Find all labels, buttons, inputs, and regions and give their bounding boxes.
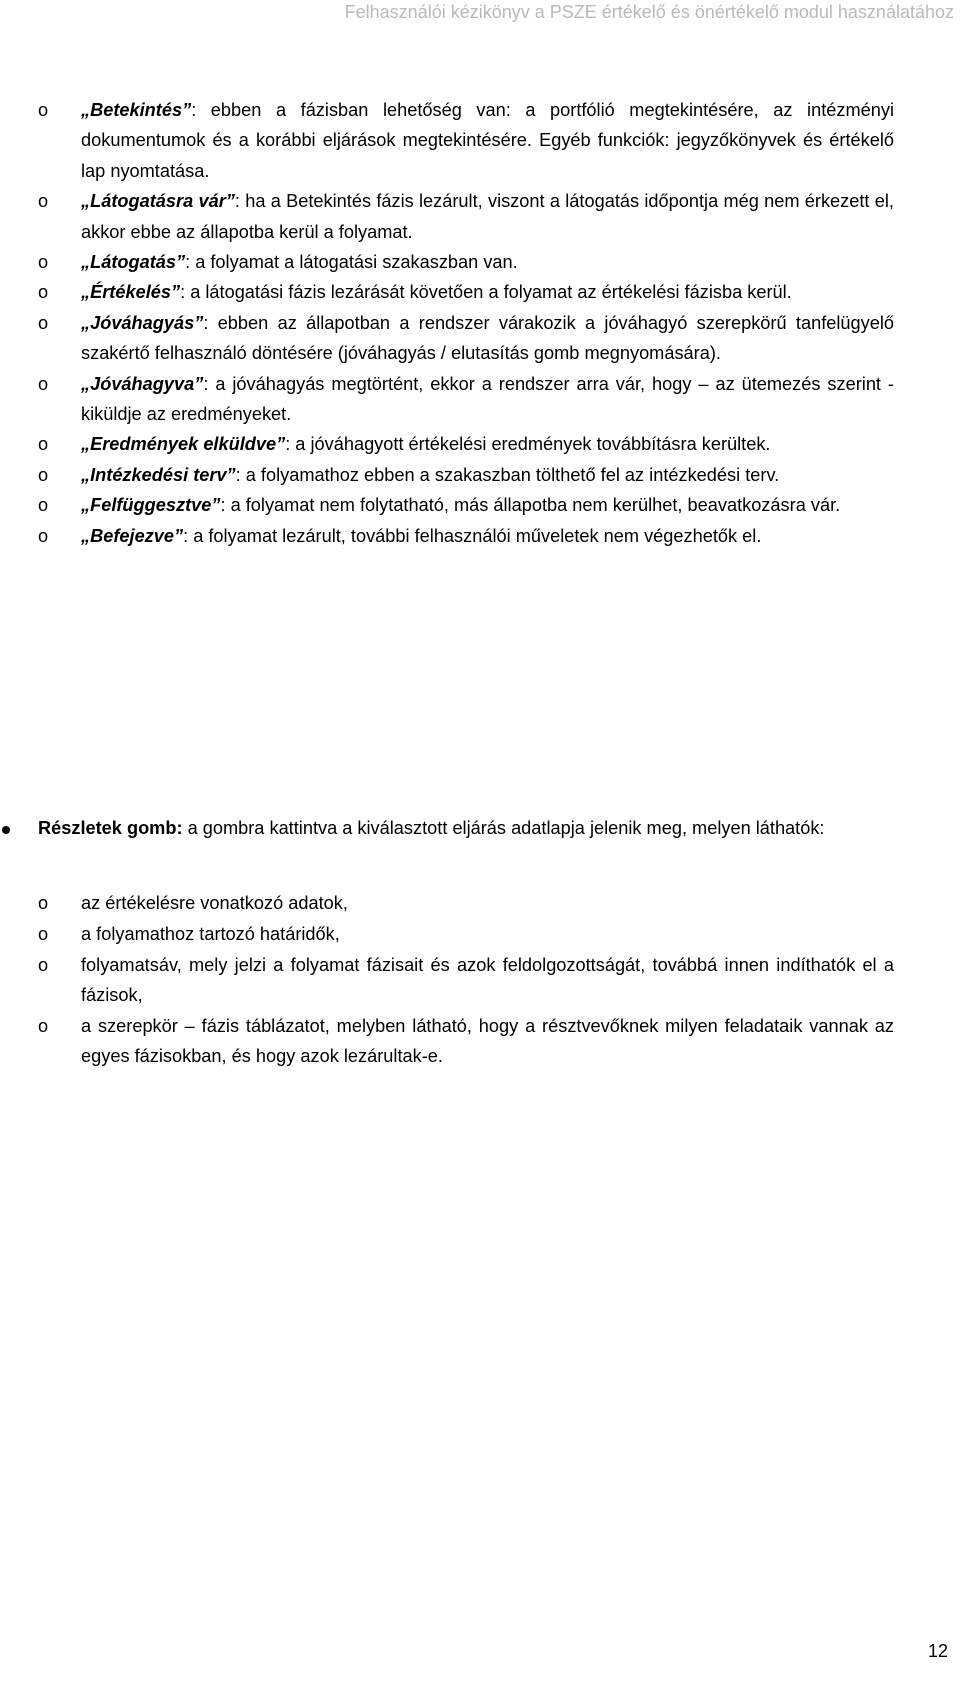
bullet-o: o [38,252,49,273]
list-item [0,888,960,918]
list-item [0,460,960,490]
list-item [0,95,960,186]
running-header: Felhasználói kézikönyv a PSZE értékelő és önértékelő modul használatához [344,2,954,22]
bullet-o: o [38,191,49,212]
status-text: : a jóváhagyott értékelési eredmények továbbításra kerültek. [285,434,771,455]
bullet-o: o [38,924,49,945]
bullet-o: o [38,100,49,120]
status-term: „Intézkedési terv” [81,464,236,485]
list-item [0,369,960,430]
list-item [0,277,960,307]
details-lead: Részletek gomb: [38,818,183,838]
list-item [0,490,960,520]
status-text: : a folyamathoz ebben a szakaszban tölthető fel az intézkedési terv. [235,464,780,485]
details-text [0,813,960,843]
details-paragraph [0,813,960,843]
status-list [0,95,960,551]
bullet-o: o [38,954,49,975]
details-body: a gombra kattintva a kiválasztott eljárás adatlapja jelenik meg, melyen láthatók: [182,818,825,838]
status-text: : ebben a fázisban lehetőség van: a portfólió megtekintésére, az intézményi dokumentumok és a korábbi eljárások megtekintésére. Egyéb funkciók: jegyzőkönyvek és értékelő lap nyomtatása. [81,100,894,181]
bullet-o: o [38,893,49,913]
details-list-text: a folyamathoz tartozó határidők, [81,924,340,945]
status-text: : a folyamat lezárult, további felhasználói műveletek nem végezhetők el. [183,525,762,546]
list-item [0,308,960,369]
status-term: „Felfüggesztve” [81,495,221,516]
bullet-dot-icon [2,826,10,834]
bullet-o: o [38,1015,49,1036]
list-item [0,186,960,247]
bullet-o: o [38,495,49,516]
status-text: : a folyamat a látogatási szakaszban van. [185,252,518,273]
bullet-o: o [38,525,49,546]
details-list-text: az értékelésre vonatkozó adatok, [81,893,348,913]
status-text: : a folyamat nem folytatható, más állapotba nem kerülhet, beavatkozásra vár. [220,495,841,516]
status-text: : ha a Betekintés fázis lezárult, viszont a látogatás időpontja még nem érkezett el, akkor ebbe az állapotba kerül a folyamat. [81,191,894,242]
status-text: : a jóváhagyás megtörtént, ekkor a rendszer arra vár, hogy – az ütemezés szerint - kiküldje az eredményeket. [81,373,894,425]
status-text: : a látogatási fázis lezárását követően a folyamat az értékelési fázisba kerül. [180,282,792,303]
list-item [0,247,960,277]
bullet-o: o [38,312,49,333]
status-term: „Befejezve” [81,525,184,546]
list-item [0,521,960,551]
bullet-o: o [38,434,49,455]
bullet-o: o [38,282,49,303]
status-term: „Betekintés” [81,100,192,120]
list-item [0,919,960,949]
status-term: „Látogatásra vár” [81,191,235,212]
status-term: „Jóváhagyás” [81,312,204,333]
status-term: „Eredmények elküldve” [81,434,286,455]
details-list-text: folyamatsáv, mely jelzi a folyamat fázisait és azok feldolgozottságát, továbbá innen indíthatók el a fázisok, [81,954,894,1006]
page-number: 12 [927,1641,948,1661]
status-term: „Látogatás” [81,252,186,273]
status-term: „Értékelés” [81,282,181,303]
bullet-o: o [38,373,49,394]
status-text: : ebben az állapotban a rendszer várakozik a jóváhagyó szerepkörű tanfelügyelő szakértő felhasználó döntésére (jóváhagyás / elutasítás gomb megnyomására). [81,312,894,364]
bullet-o: o [38,464,49,485]
status-term: „Jóváhagyva” [81,373,204,394]
list-item [0,429,960,459]
details-list [0,888,960,1071]
details-list-text: a szerepkör – fázis táblázatot, melyben látható, hogy a résztvevőknek milyen feladataik vannak az egyes fázisokban, és hogy azok lezárultak-e. [81,1015,894,1067]
list-item [0,1011,960,1072]
list-item [0,950,960,1011]
